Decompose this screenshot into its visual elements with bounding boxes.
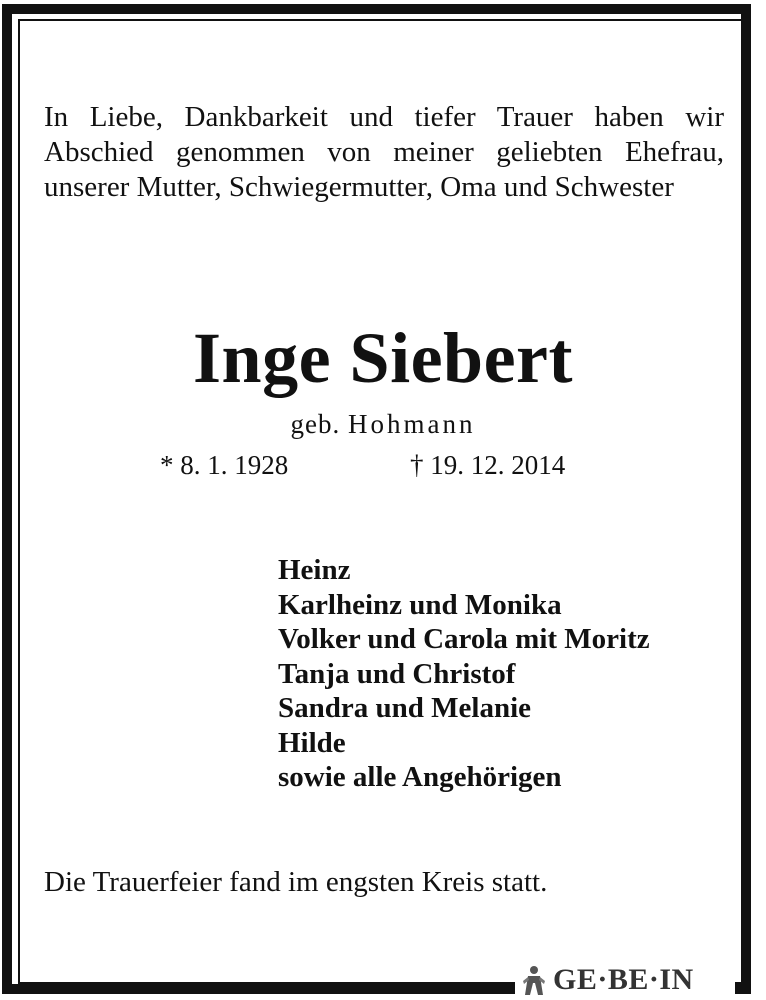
mourners-list xyxy=(278,553,650,795)
mourner-item: Sandra und Melanie xyxy=(278,692,531,724)
closing-text: Die Trauerfeier fand im engsten Kreis statt. xyxy=(44,866,548,898)
intro-text: In Liebe, Dankbarkeit und tiefer Trauer haben wir Abschied genommen von meiner geliebten Ehefrau, unserer Mutter, Schwiegermutter, Oma und Schwester xyxy=(44,101,724,203)
mourner-item: Volker und Carola mit Moritz xyxy=(278,623,650,655)
birth-date: * 8. 1. 1928 xyxy=(160,450,289,480)
figure-icon xyxy=(519,965,549,995)
death-date: † 19. 12. 2014 xyxy=(410,450,566,480)
maiden-name-line xyxy=(0,408,766,440)
maiden-surname: Hohmann xyxy=(348,409,476,439)
deceased-name: Inge Siebert xyxy=(193,318,573,398)
mourner-item: Heinz xyxy=(278,554,351,586)
logo-text: GE·BE·IN xyxy=(553,963,694,996)
mourner-item: Tanja und Christof xyxy=(278,657,516,690)
mourner-item: Hilde xyxy=(278,726,346,759)
mourner-item: sowie alle Angehörigen xyxy=(278,761,562,793)
publisher-logo xyxy=(515,964,735,996)
maiden-prefix: geb. xyxy=(290,409,341,439)
mourner-item: Karlheinz und Monika xyxy=(278,588,562,621)
